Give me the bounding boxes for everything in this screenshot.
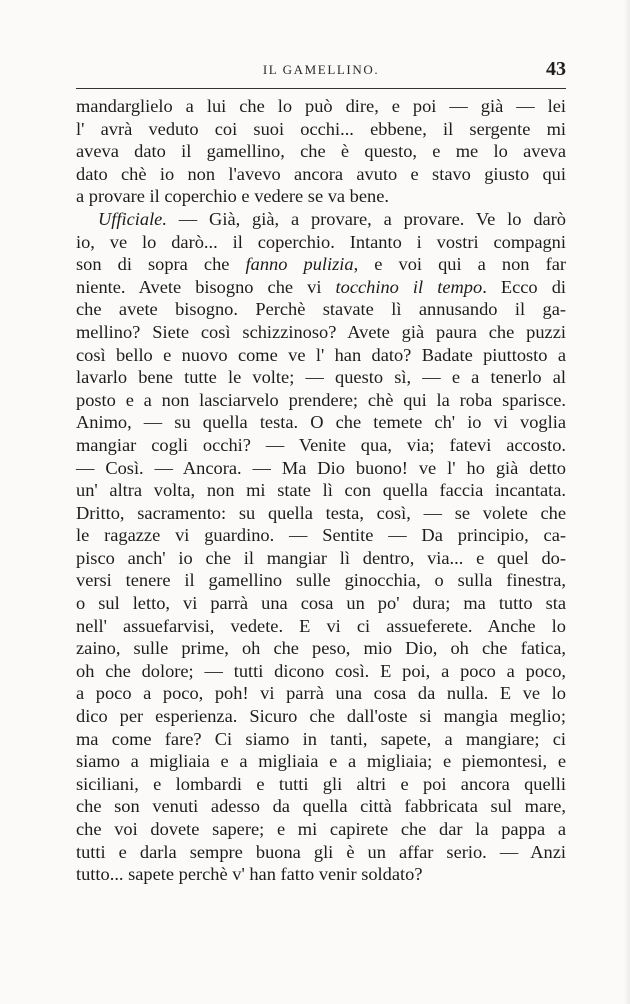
text-line: dato chè io non l'avevo ancora avuto e stavo giusto qui	[76, 163, 566, 184]
text-line: Ufficiale. — Già, già, a provare, a provare. Ve lo darò	[98, 208, 566, 229]
text-line: — Così. — Ancora. — Ma Dio buono! ve l' ho già detto	[76, 457, 566, 478]
running-title: IL GAMELLINO.	[262, 62, 380, 77]
text-line: niente. Avete bisogno che vi tocchino il tempo. Ecco di	[76, 276, 567, 297]
text-line: a provare il coperchio e vedere se va bene.	[76, 186, 389, 207]
text-line: così bello e nuovo come ve l' han dato? Badate piuttosto a	[76, 344, 566, 365]
text-line: dico per esperienza. Sicuro che dall'oste si mangia meglio;	[76, 706, 566, 727]
text-line: tutti e darla sempre buona gli è un affar serio. — Anzi	[76, 841, 566, 862]
text-line: posto e a non lasciarvelo prendere; chè qui la roba sparisce.	[76, 389, 566, 410]
text-line: Animo, — su quella testa. O che temete ch' io vi voglia	[76, 412, 566, 433]
text-line: versi tenere il gamellino sulle ginocchia, o sulla finestra,	[76, 570, 566, 591]
text-line: Dritto, sacramento: su quella testa, così, — se volete che	[76, 502, 566, 523]
text-line: che voi dovete sapere; e mi capirete che dar la pappa a	[76, 819, 566, 839]
text-line: le ragazze vi guardino. — Sentite — Da principio, ca-	[76, 525, 566, 546]
text-line: che son venuti adesso da quella città fabbricata sul mare,	[76, 796, 566, 817]
page-header	[76, 58, 566, 86]
text-line: tutto... sapete perchè v' han fatto venir soldato?	[76, 864, 423, 885]
text-line: che avete bisogno. Perchè stavate lì annusando il ga-	[76, 299, 566, 320]
body-text	[76, 95, 566, 886]
text-line: l' avrà veduto coi suoi occhi... ebbene, il sergente mi	[76, 118, 566, 139]
text-line: a poco a poco, poh! vi parrà una cosa da nulla. E ve lo	[76, 683, 566, 704]
header-rule	[76, 88, 566, 89]
text-line: lavarlo bene tutte le volte; — questo sì, — e a tenerlo al	[76, 367, 566, 388]
page-edge-shadow	[624, 0, 630, 1004]
text-line: zaino, sulle prime, oh che peso, mio Dio, oh che fatica,	[76, 638, 566, 659]
text-line: ma come fare? Ci siamo in tanti, sapete, a mangiare; ci	[76, 728, 566, 749]
text-line: mellino? Siete così schizzinoso? Avete già paura che puzzi	[76, 321, 566, 342]
text-line: io, ve lo darò... il coperchio. Intanto i vostri compagni	[76, 231, 566, 252]
text-line: o sul letto, vi parrà una cosa un po' dura; ma tutto sta	[76, 593, 566, 614]
text-line: oh che dolore; — tutti dicono così. E poi, a poco a poco,	[76, 660, 566, 681]
page-number: 43	[546, 58, 566, 80]
text-line: pisco anch' io che il mangiar lì dentro, via... e quel do-	[76, 547, 566, 568]
text-line: mangiar cogli occhi? — Venite qua, via; fatevi accosto.	[76, 434, 566, 455]
text-line: nell' assuefarvisi, vedete. E vi ci assueferete. Anche lo	[76, 615, 566, 636]
text-line: siamo a migliaia e a migliaia e a migliaia; e piemontesi, e	[76, 751, 566, 772]
text-line: aveva dato il gamellino, che è questo, e me lo aveva	[76, 141, 566, 162]
text-line: mandarglielo a lui che lo può dire, e poi — già — lei	[76, 96, 566, 116]
text-line: un' altra volta, non mi state lì con quella faccia incantata.	[76, 480, 566, 501]
text-line: son di sopra che fanno pulizia, e voi qui a non far	[76, 254, 566, 275]
text-line: siciliani, e lombardi e tutti gli altri e poi ancora quelli	[76, 773, 566, 794]
